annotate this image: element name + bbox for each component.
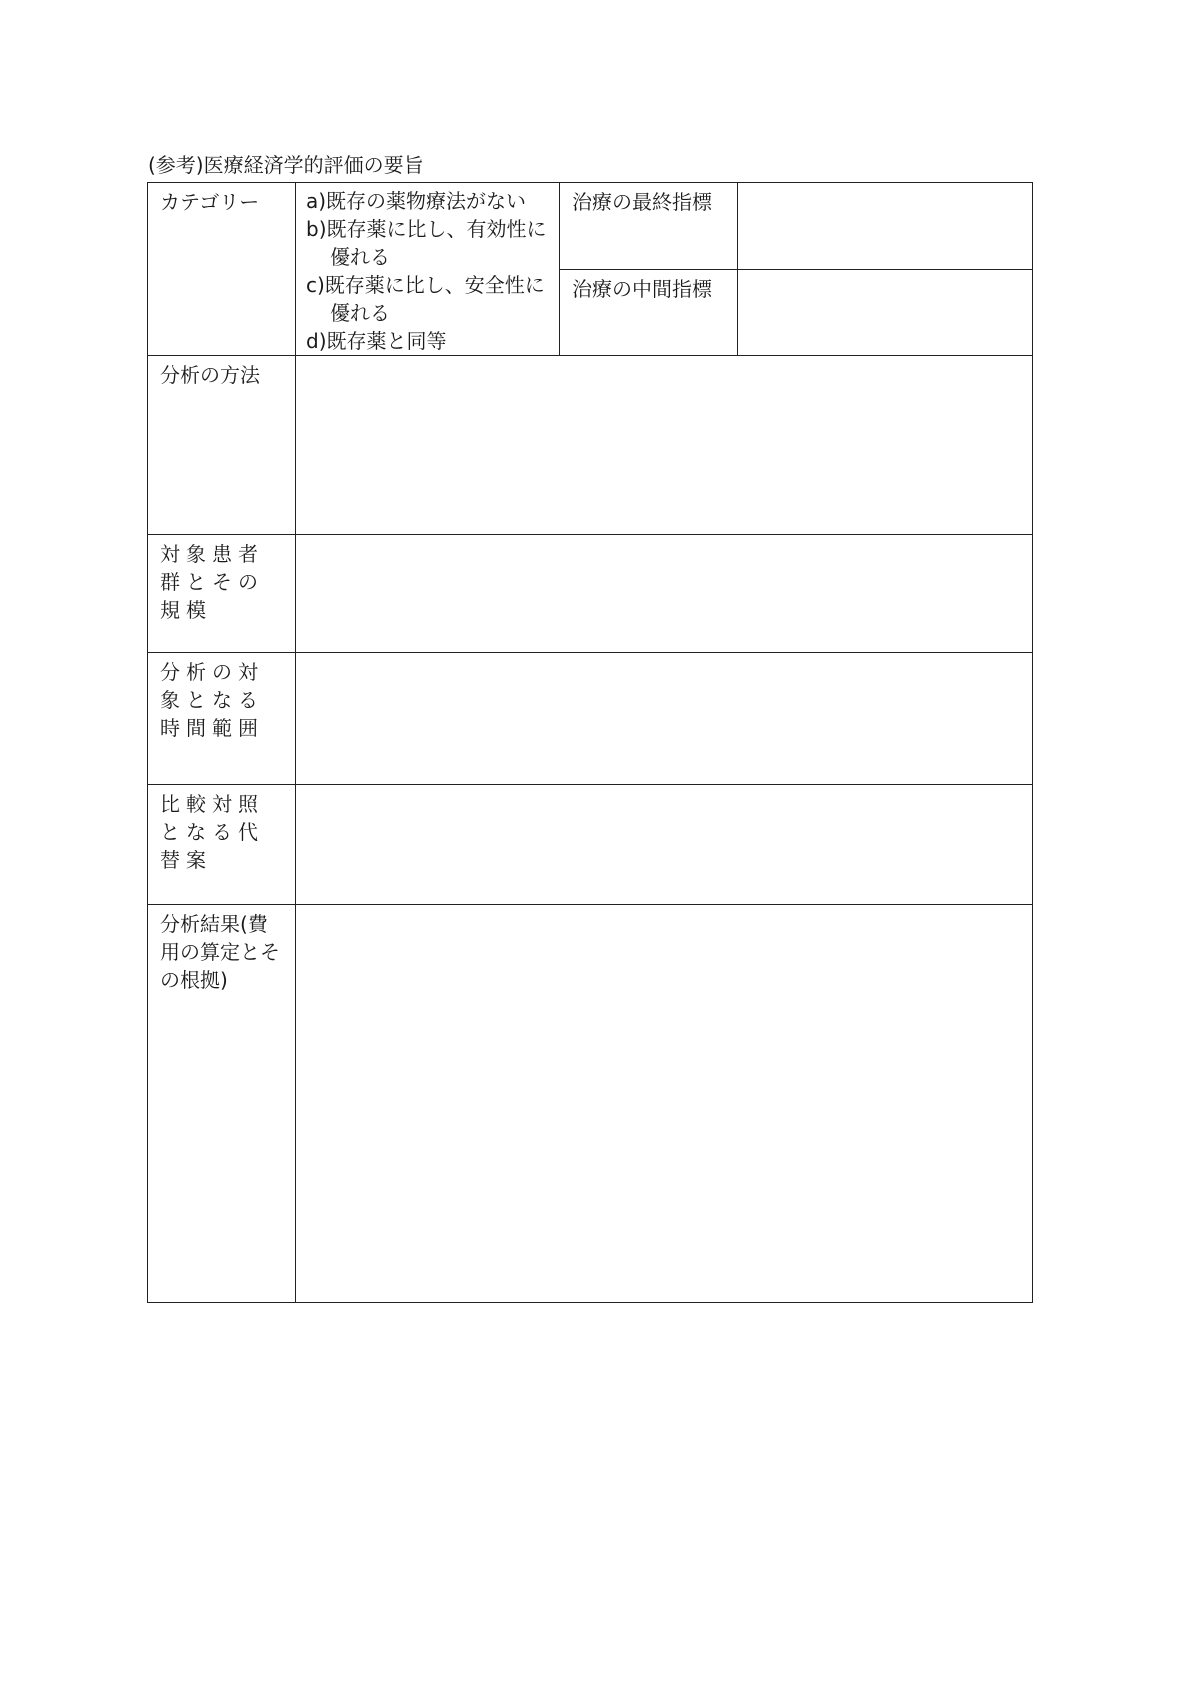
evaluation-summary-table xyxy=(147,182,1033,1303)
category-option-c: c)既存薬に比し、安全性に優れる xyxy=(306,273,545,325)
document-title: (参考)医療経済学的評価の要旨 xyxy=(148,153,424,177)
target-population-field[interactable] xyxy=(296,535,1033,653)
category-row xyxy=(148,183,1033,270)
comparator-label: 比較対照となる代替案 xyxy=(148,785,296,905)
time-horizon-field[interactable] xyxy=(296,653,1033,785)
analysis-method-label: 分析の方法 xyxy=(148,356,296,535)
target-population-label: 対象患者群とその規模 xyxy=(148,535,296,653)
time-horizon-row xyxy=(148,653,1033,785)
target-population-row xyxy=(148,535,1033,653)
analysis-results-field[interactable] xyxy=(296,905,1033,1303)
final-endpoint-label: 治療の最終指標 xyxy=(560,183,738,270)
analysis-results-label: 分析結果(費用の算定とその根拠) xyxy=(148,905,296,1303)
analysis-method-row xyxy=(148,356,1033,535)
intermediate-endpoint-field[interactable] xyxy=(738,269,1033,356)
category-options xyxy=(296,183,560,356)
comparator-field[interactable] xyxy=(296,785,1033,905)
category-option-d: d)既存薬と同等 xyxy=(306,329,447,353)
comparator-row xyxy=(148,785,1033,905)
final-endpoint-field[interactable] xyxy=(738,183,1033,270)
analysis-method-field[interactable] xyxy=(296,356,1033,535)
intermediate-endpoint-label: 治療の中間指標 xyxy=(560,269,738,356)
time-horizon-label: 分析の対象となる時間範囲 xyxy=(148,653,296,785)
category-option-a: a)既存の薬物療法がない xyxy=(306,189,527,213)
analysis-results-row xyxy=(148,905,1033,1303)
category-label: カテゴリー xyxy=(148,183,296,356)
category-option-b: b)既存薬に比し、有効性に優れる xyxy=(306,217,547,269)
